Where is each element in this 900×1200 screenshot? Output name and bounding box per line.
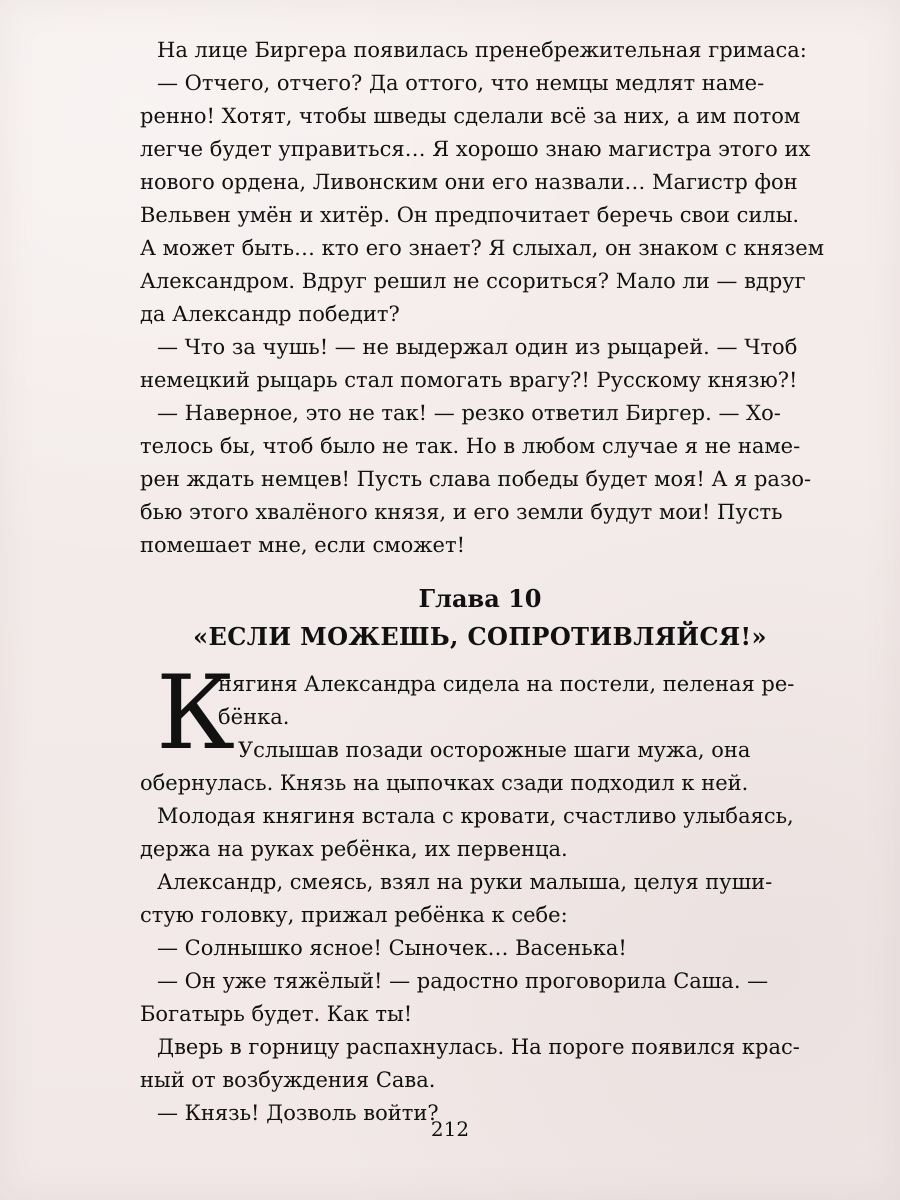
text-line: — Наверное, это не так! — резко ответил Биргер. — Хо- bbox=[157, 401, 781, 425]
dropcap-line-3: Услышав позади осторожные шаги мужа, она bbox=[238, 738, 751, 762]
text-line: да Александр победит? bbox=[140, 302, 400, 326]
text-line: стую головку, прижал ребёнка к себе: bbox=[140, 903, 568, 927]
dropcap-section bbox=[140, 654, 840, 773]
text-line: ный от возбуждения Сава. bbox=[140, 1068, 436, 1092]
text-line: — Солнышко ясное! Сыночек… Васенька! bbox=[157, 936, 627, 960]
text-line: Молодая княгиня встала с кровати, счастливо улыбаясь, bbox=[157, 804, 794, 828]
dropcap-line-1: нягиня Александра сидела на постели, пеленая ре- bbox=[218, 672, 795, 696]
dropcap-line-2: бёнка. bbox=[218, 705, 290, 729]
text-line: рен ждать немцев! Пусть слава победы будет моя! А я разо- bbox=[140, 467, 812, 491]
text-line: — Отчего, отчего? Да оттого, что немцы медлят наме- bbox=[157, 71, 765, 95]
text-line: немецкий рыцарь стал помогать врагу?! Русскому князю?! bbox=[140, 368, 798, 392]
text-line: Дверь в горницу распахнулась. На пороге появился крас- bbox=[157, 1035, 800, 1059]
text-line: легче будет управиться… Я хорошо знаю магистра этого их bbox=[140, 137, 811, 161]
text-line: телось бы, чтоб было не так. Но в любом случае я не наме- bbox=[140, 434, 801, 458]
text-line: Александр, смеясь, взял на руки малыша, целуя пуши- bbox=[157, 870, 773, 894]
text-line: — Что за чушь! — не выдержал один из рыцарей. — Чтоб bbox=[157, 335, 798, 359]
text-line: бью этого хвалёного князя, и его земли будут мои! Пусть bbox=[140, 500, 783, 524]
text-line: Александром. Вдруг решил не ссориться? Мало ли — вдруг bbox=[140, 269, 806, 293]
text-line: помешает мне, если сможет! bbox=[140, 533, 466, 557]
dropcap-letter: К bbox=[156, 654, 235, 773]
text-line: — Князь! Дозволь войти? bbox=[157, 1101, 439, 1125]
text-line: А может быть… кто его знает? Я слыхал, он знаком с князем bbox=[140, 236, 825, 260]
page-body-top bbox=[140, 34, 840, 562]
text-line: обернулась. Князь на цыпочках сзади подходил к ней. bbox=[140, 771, 749, 795]
text-line: ренно! Хотят, чтобы шведы сделали всё за них, а им потом bbox=[140, 104, 801, 128]
chapter-number: Глава 10 bbox=[418, 584, 542, 613]
text-line: Вельвен умён и хитёр. Он предпочитает беречь свои силы. bbox=[140, 203, 800, 227]
text-line: нового ордена, Ливонским они его назвали… Магистр фон bbox=[140, 170, 798, 194]
text-line: На лице Биргера появилась пренебрежительная гримаса: bbox=[157, 38, 807, 62]
text-line: — Он уже тяжёлый! — радостно проговорила Саша. — bbox=[157, 969, 769, 993]
chapter-heading bbox=[118, 581, 842, 657]
page-number: 212 bbox=[430, 1117, 470, 1141]
chapter-title: «ЕСЛИ МОЖЕШЬ, СОПРОТИВЛЯЙСЯ!» bbox=[193, 622, 767, 651]
text-line: Богатырь будет. Как ты! bbox=[140, 1002, 413, 1026]
text-line: держа на руках ребёнка, их первенца. bbox=[140, 837, 568, 861]
page-body-bottom bbox=[140, 654, 840, 1130]
